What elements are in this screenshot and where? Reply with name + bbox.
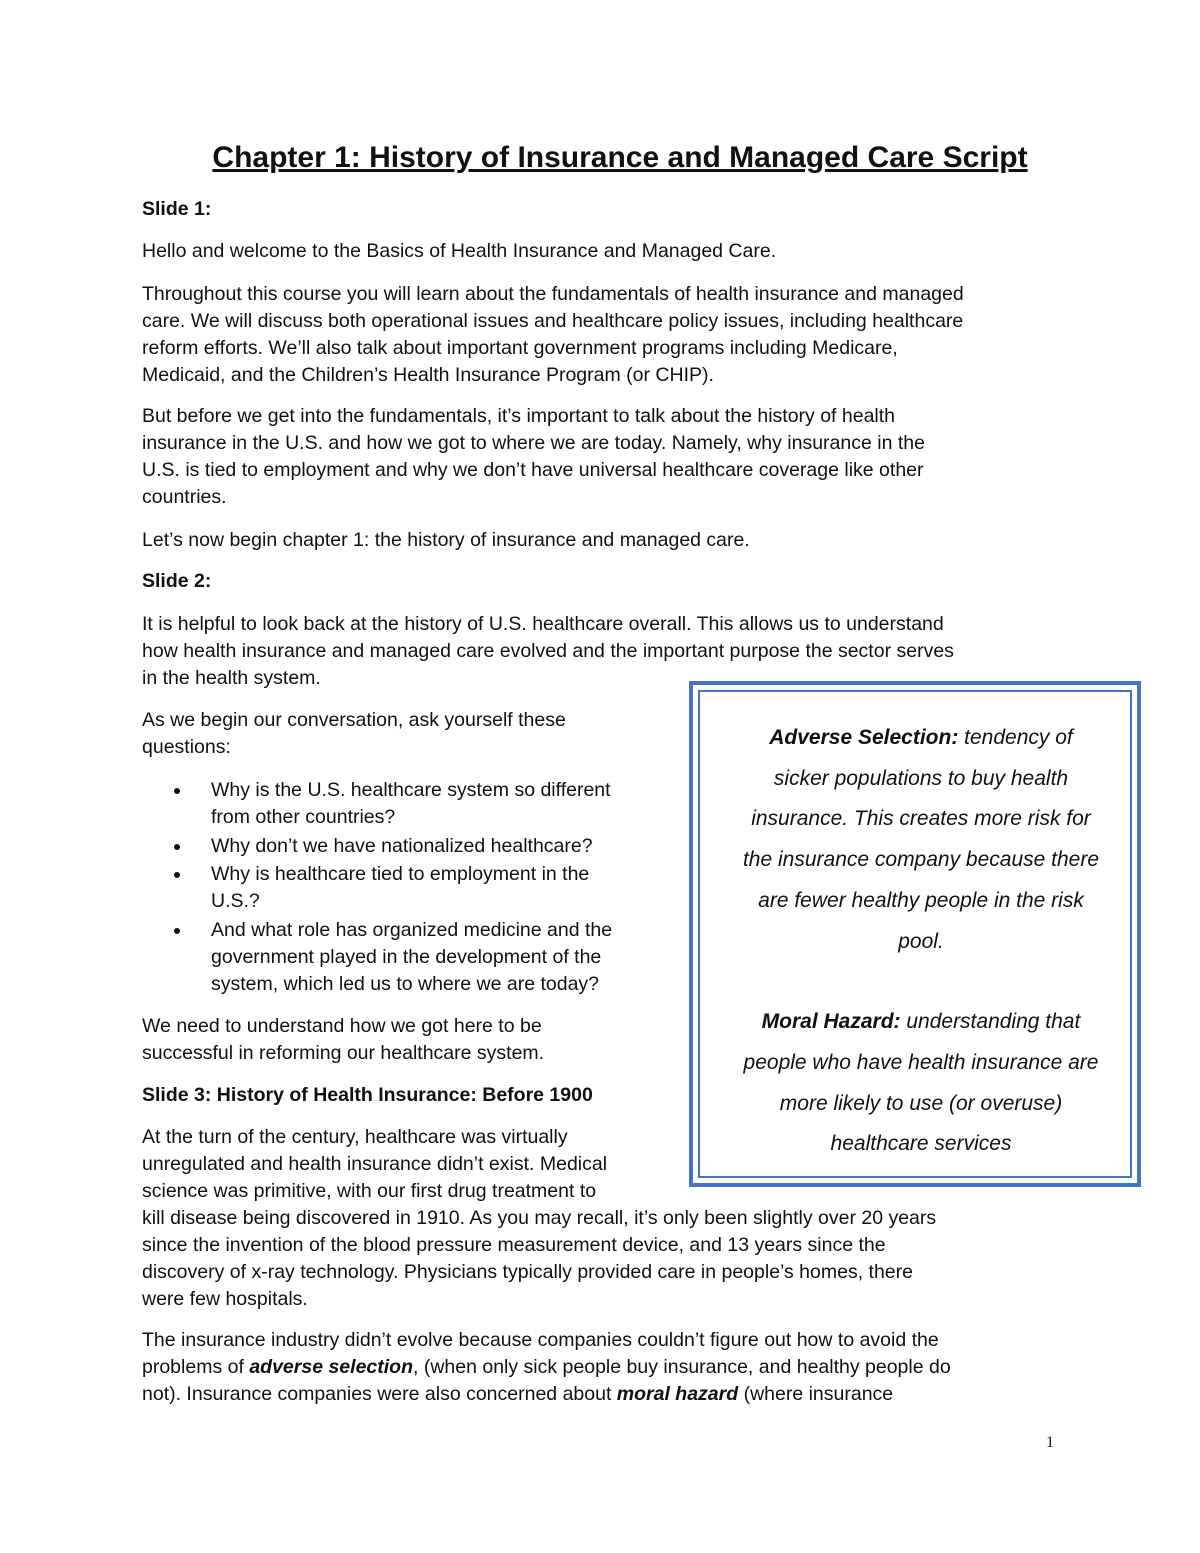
- bullet-icon: [174, 928, 180, 934]
- text-line: how health insurance and managed care evolved and the important purpose the sector serves: [142, 640, 954, 662]
- slide-1-paragraph-3: [142, 403, 925, 511]
- text-line: But before we get into the fundamentals, it’s important to talk about the history of health: [142, 405, 896, 427]
- slide-2-paragraph-3: [142, 1013, 544, 1067]
- text-line: At the turn of the century, healthcare was virtually: [142, 1126, 568, 1148]
- bullet-icon: [174, 788, 180, 794]
- slide-1-paragraph-1: [142, 238, 776, 265]
- bullet-icon: [174, 844, 180, 850]
- text-line: unregulated and health insurance didn’t exist. Medical: [142, 1153, 608, 1175]
- text-line: questions:: [142, 736, 231, 758]
- text-line: reform efforts. We’ll also talk about important government programs including Medicare,: [142, 337, 898, 359]
- definitions-box-inner-border: Adverse Selection: tendency of sicker populations to buy health insurance. This creates more risk for the insurance company because there are fewer healthy people in the risk pool. Moral Hazard: understanding that people who have health insurance are more likely to use (or overuse) healthcare services: [698, 690, 1132, 1178]
- text-line: kill disease being discovered in 1910. As you may recall, it’s only been slightly over 20 years: [142, 1207, 937, 1229]
- text-line: were few hospitals.: [142, 1288, 308, 1310]
- text-line: The insurance industry didn’t evolve because companies couldn’t figure out how to avoid the: [142, 1329, 939, 1351]
- text-line: Hello and welcome to the Basics of Health Insurance and Managed Care.: [142, 240, 777, 262]
- text-line: U.S. is tied to employment and why we don’t have universal healthcare coverage like other: [142, 459, 924, 481]
- text-line: insurance in the U.S. and how we got to where we are today. Namely, why insurance in the: [142, 432, 925, 454]
- text-line: science was primitive, with our first drug treatment to: [142, 1180, 597, 1202]
- text-line: Throughout this course you will learn about the fundamentals of health insurance and managed: [142, 283, 964, 305]
- text-line: We need to understand how we got here to be: [142, 1015, 542, 1037]
- bullet-icon: [174, 872, 180, 878]
- term-adverse-selection: adverse selection: [249, 1356, 413, 1378]
- text-line: problems of adverse selection, (when only sick people buy insurance, and healthy people do: [142, 1356, 951, 1378]
- page-title: Chapter 1: History of Insurance and Managed Care Script: [212, 141, 1028, 174]
- slide-2-heading: Slide 2:: [142, 570, 212, 592]
- text-line: countries.: [142, 486, 227, 508]
- text-line: successful in reforming our healthcare system.: [142, 1042, 545, 1064]
- slide-2-paragraph-2: [142, 707, 566, 761]
- moral-hazard-definition: Moral Hazard: understanding that: [761, 1010, 1081, 1033]
- definitions-box: [689, 681, 1141, 1187]
- text-line: in the health system.: [142, 667, 321, 689]
- text-line: discovery of x-ray technology. Physicians typically provided care in people’s homes, there: [142, 1261, 913, 1283]
- page-number: 1: [1046, 1434, 1054, 1451]
- slide-2-paragraph-1: [142, 611, 954, 692]
- text-line: since the invention of the blood pressure measurement device, and 13 years since the: [142, 1234, 886, 1256]
- text-line: It is helpful to look back at the history of U.S. healthcare overall. This allows us to understand: [142, 613, 944, 635]
- text-line: not). Insurance companies were also concerned about moral hazard (where insurance: [142, 1383, 894, 1405]
- text-line: Medicaid, and the Children’s Health Insurance Program (or CHIP).: [142, 364, 714, 386]
- term-moral-hazard: moral hazard: [616, 1383, 739, 1405]
- text-line: Let’s now begin chapter 1: the history of insurance and managed care.: [142, 529, 750, 551]
- slide-3-heading: Slide 3: History of Health Insurance: Before 1900: [142, 1084, 593, 1106]
- adverse-selection-definition: Adverse Selection: tendency of: [769, 726, 1073, 749]
- document-page: Chapter 1: History of Insurance and Managed Care Script Slide 1: Hello and welcome to the Basics of Health Insurance and Managed Care. Throughout this course you will learn about the fundamentals of health insurance and managed care. We will discuss both operational issues and healthcare policy issues, including healthcare reform efforts. We’ll also talk about important government programs including Medicare, Medicaid, and the Children’s Health Insurance Program (or CHIP). But before we get into the fundamentals, it’s important to talk about the history of health insurance in the U.S. and how we got to where we are today. Namely, why insurance in the U.S. is tied to employment and why we don’t have universal healthcare coverage like other countries. Let’s now begin chapter 1: the history of insurance and managed care. Slide 2: It is helpful to look back at the history of U.S. healthcare overall. This allows us to understand how health insurance and managed care evolved and the important purpose the sector serves in the health system. As we begin our conversation, ask yourself these questions: Why is the U.S. healthcare system so different from other countries? Why don’t we have nationalized healthcare? Why is healthcare tied to employment in the U.S.? And what role has organized medicine and the government played in the development of the system, which led us to where we are today? We need to understand how we got here to be successful in reforming our healthcare system. Slide 3: History of Health Insurance: Before 1900 At the turn of the century, healthcare was virtually unregulated and health insurance didn’t exist. Medical science was primitive, with our first drug treatment to kill disease being discovered in 1910. As you may recall, it’s only been slightly over 20 years since the invention of the blood pressure measurement device, and 13 years since the discovery of x-ray technology. Physicians typically provided care in people’s homes, there were few hospitals. The insurance industry didn’t evolve because companies couldn’t figure out how to avoid the problems of adverse selection, (when only sick people buy insurance, and healthy people do not). Insurance companies were also concerned about moral hazard (where insurance Adverse Selection: tendency of sicker populations to buy health insurance. This creates more risk for the insurance company because there are fewer healthy people in the risk pool. Moral Hazard: understanding that people who have health insurance are more likely to use (or overuse) healthcare services 1: [0, 0, 1200, 1553]
- slide-1-paragraph-4: [142, 527, 750, 554]
- slide-3-paragraph-2: [142, 1327, 951, 1408]
- text-line: As we begin our conversation, ask yourself these: [142, 709, 566, 731]
- slide-1-paragraph-2: [142, 281, 964, 389]
- slide-1-heading: Slide 1:: [142, 198, 212, 220]
- text-line: care. We will discuss both operational issues and healthcare policy issues, including healthcare: [142, 310, 964, 332]
